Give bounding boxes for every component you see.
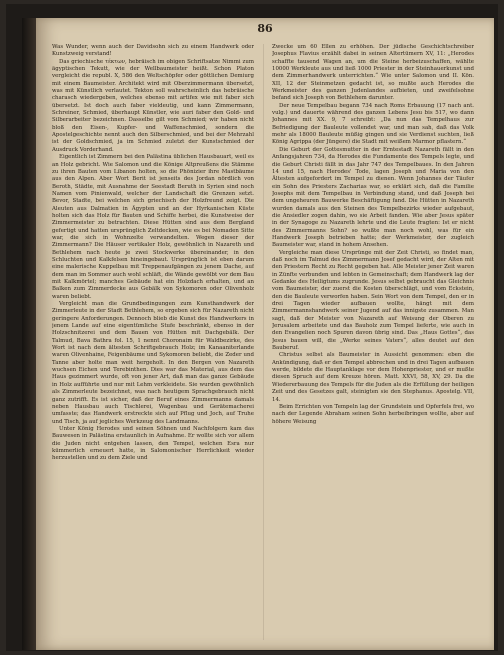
paragraph: Eigentlich ist Zimmern bei den Palästina üblichen Hausbauart, weil es an Holz gebricht. Wie Salomon und die Könige Altpreußens die Stämme zu ihren Bauten vom Libanon holten, so die Phönizier ihre Mastbäume aus den Alpen. Aber Wort Berit ist jenseits des Jordan nördlich von Beroth, Städte, mit Ausnahme der Seestadt Beruth in Syrien sind noch Namen vom Pinienwald, welcher der Landschaft die Grenzen setzt. Bevor, Stadte, bei welchen sich griechisch der Holzfreund zeigt. Die Aleuten aus Dalmatien in Ägypten und an der Hyrkanischen Küste holten sich das Holz für Bauten und Schiffe herbei, die Kunstweise der Zimmermeister zu betrachten. Diese Hütten sind aus dem Bergland gefertigt und hatten ursprünglich Zeltdecken, wie es bei Nomaden Sitte war, die sich in Wohnzelte verwandelten. Wegen dieser der Zimmermann? Die Häuser vertikaler Holz, gewöhnlich in Nazareth und Bethlehem nach heute je zwei Stockwerke übereinander, in den Schluchten und Kalkfelsen hineingebaut. Ursprünglich ist eben darum eine malerische Kuppelbau mit Treppenaufgängen zu jenem Dache, auf dem man im Sommer auch wohl schläft, die Wände gewölbt vor dem Bau mit Kalkmörtel; manches Gebäude hat ein Holzdach erhalten, und an Balken zum Zimmerdecke aus Gebälk von Sykomoren oder Olivenholz waren beliebt. xyxy=(52,154,254,300)
paragraph: Der neue Tempelbau begann 734 nach Roms Erbauung (17 nach ant. vulg.) und dauerte während des ganzen Lebens Jesu bis 517, wo dann Johannes mit XX. 9, 7 schreibt: „Da nun das Tempelhaus zur Befriedigung der Bauleute vollendet war, und man sah, daß das Volk mehr als 18000 Bauleute müßig gingen und sie Verdienst suchten, ließ König Agrippa (der Jüngere) die Stadt mit weißem Marmor pflastern.“ xyxy=(272,102,474,146)
paragraph: Christus selbst als Baumeister in Aussicht genommen: eben die Ankündigung, daß er den Tempel abbrechen und in drei Tagen aufbauen werde, bildete die Hauptanklage vor dem Hohenpriester, und er mußte diesen Spruch auf dem Kreuze hören. Matt. XXVI, 58, XV, 29. Da die Wiedererbauung des Tempels für die Juden als die Erfüllung der heiligen Zeit und des Gesetzes galt, steinigten sie den Stephanus. Apostelg. VII, 14. xyxy=(272,352,474,403)
book-page xyxy=(36,18,494,650)
paragraph: Zwecke um 60 Ellen zu erhöhen. Der jüdische Geschichtschreiber Josephus Flavius erzählt dabei in seinen Altertümern XV, 11: „Herodes schaffte tausend Wagen an, um die Steine herbeizuschaffen, wählte 10000 Werkleute aus und ließ 1000 Priester in der Steinhauerkunst und dem Zimmerhandwerk unterrichten.“ Wie unter Salomon und II. Kön. XII, 12 der Steinmetzen gedacht ist, so mußte auch Herodes die Werkmeister des ganzen Judenlandes aufbieten, und zweifelsohne befand sich Joseph von Bethlehem darunter. xyxy=(272,44,474,102)
book-binding xyxy=(22,18,36,650)
paragraph: Beim Errichten von Tempeln lag der Grundstein und Opferfels frei, wo nach der Legende Abraham seinen Sohn herbeibringen wollte, aber auf höhere Weisung xyxy=(272,403,474,425)
paragraph: Das griechische τέκτων, hebräisch im obigen Schriftsatze Nimmi zum ägyptischen Tekutt, wie der Wellbaumeister heißt. Schon Platon vergleicht die republ. X, 586 den Weltschöpfer oder göttlichen Demiurg mit einem Baumeister. Architekt wird mit Oberzimmermann übersetzt, was mit Künstlich verlautet. Tekton soll wahrscheinlich das hebräische charasch wiedergeben, welches ebenso mit artifex wie mit faber sich übersetzt. Ist doch auch faber vieldeutig, und kann Zimmermann, Schreiner, Schmied, überhaupt Künstler, wie auri faber den Gold- und Silberarbeiter bezeichnen. Dasselbe gilt vom Schmied; wir haben nicht bloß den Eisen-, Kupfer- und Waffenschmied, sondern die Apostelgeschichte nennt auch den Silberschmied, und bei der Mehrzahl ist der Goldschmied, ja im Schmied zuletzt der Kunstschmied der Ausdruck Vorderhand. xyxy=(52,58,254,153)
paragraph: Vergleiche man diese Ursprünge mit der Zeit Christi, so findet man, daß noch im Talmud des Zimmermann Josef gedacht wird, der Alten mit den Priestern Recht zu Recht gegeben hat. Alle Meister jener Zeit waren in Zünfte verbunden und lebten in Gemeinschaft; dem Handwerk lag der Gedanke des Heiligtums zugrunde. Jesus selbst gebraucht das Gleichnis vom Baumeister, der zuerst die Kosten überschlägt, und vom Eckstein, den die Bauleute verworfen haben. Sein Wort von dem Tempel, den er in drei Tagen wieder aufbauen wollte, hängt mit dem Zimmermannshandwerk seiner Jugend auf das innigste zusammen. Man sagt, daß der Meister von Nazareth auf Weisung der Oberen zu Jerusalem arbeitete und das Bauholz zum Tempel lieferte, wie auch in den Evangelien noch Spuren davon übrig sind. Das „Haus Gottes“, das Jesus bauen will, die „Werke seines Vaters“, alles deutet auf den Bauberuf. xyxy=(272,249,474,352)
left-column xyxy=(52,44,254,644)
paragraph: Die Geburt der Gottesmutter in der Erntestadt Nazareth fällt in den Anfangsjahren 734, da Herodes die Fundamente des Tempels legte, und die Geburt Christi fällt in das Jahr 747 des Tempelbaues. In den Jahren 14 und 15, nach Herodes' Tode, lagen Joseph und Maria von den Ältesten aufgefordert im Tempel zu dienen. Wenn Johannes der Täufer ein Sohn des Priesters Zacharias war, so erklärt sich, daß die Familie Josephs mit dem Tempelbau in Verbindung stand, und daß Joseph bei dem ungeheuren Bauwerke Beschäftigung fand. Die Hütten in Nazareth wurden damals aus den Steinen des Tempelbezirks wieder aufgebaut, die Ansiedler zogen dahin, wo sie Arbeit fanden. Wie aber Jesus später in der Synagoge zu Nazareth lehrte und die Leute fragten: Ist er nicht des Zimmermanns Sohn? so wußte man noch wohl, was für ein Handwerk Joseph betrieben hatte; der Werkmeister, der zugleich Baumeister war, stand in hohem Ansehen. xyxy=(272,146,474,249)
paragraph: Unter König Herodes und seinen Söhnen und Nachfolgern kam das Bauwesen in Palästina erstaunlich in Aufnahme. Er wollte sich vor allem die Juden nicht entgehen lassen, den Tempel, welchen Esra nur kümmerlich erneuert hatte, in Salomonischer Herrlichkeit wieder herzustellen und zu dem Ziele und xyxy=(52,425,254,462)
book-spread xyxy=(6,4,498,651)
column-divider xyxy=(263,44,264,640)
page-number: 86 xyxy=(257,22,273,35)
right-column xyxy=(272,44,474,644)
paragraph: Was Wunder, wenn auch der Davidsohn sich zu einem Handwerk oder Kunstzweig verstand! xyxy=(52,44,254,58)
paragraph: Vergleicht man die Grundbedingungen zum Kunsthandwerk der Zimmerleute in der Stadt Bethlehem, so ergeben sich für Nazareth nicht geringere Anforderungen. Dennoch blieb die Kunst des Handwerkers in jenem Lande auf eine eigentümliche Stufe beschränkt, ebenso in der Holzschnitzerei und dem Bauen von Hütten mit Dachgebälk. Der Talmud, Bava Bathra fol. 15, 1 nennt Choronaim für Waldbezirke, des Wort ist nach dem ältesten Schriftgebrauch Holz; im Kanaaniterlande waren Olivenhaine, Feigenbäume und Sykomoren beliebt, die Zeder und Tanne aber holte man weit hergeholt. In den Bergen von Nazareth wuchsen Eichen und Terebinthen. Dies war das Material, aus dem das Haus gezimmert wurde, oft von jener Art, daß man das ganze Gebäude in Holz aufführte und nur mit Lehm verkleidete. Sie wurden gewöhnlich als Zimmerleute bezeichnet, was nach heutigem Sprachgebrauch nicht ganz zutrifft. Es ist sicher, daß der Beruf eines Zimmermanns damals neben Hausbau auch Tischlerei, Wagenbau und Gerätemacherei umfasste; das Handwerk erstreckte sich auf Pflug und Joch, auf Truhe und Tisch, ja auf jegliches Werkzeug des Landmanns. xyxy=(52,301,254,425)
